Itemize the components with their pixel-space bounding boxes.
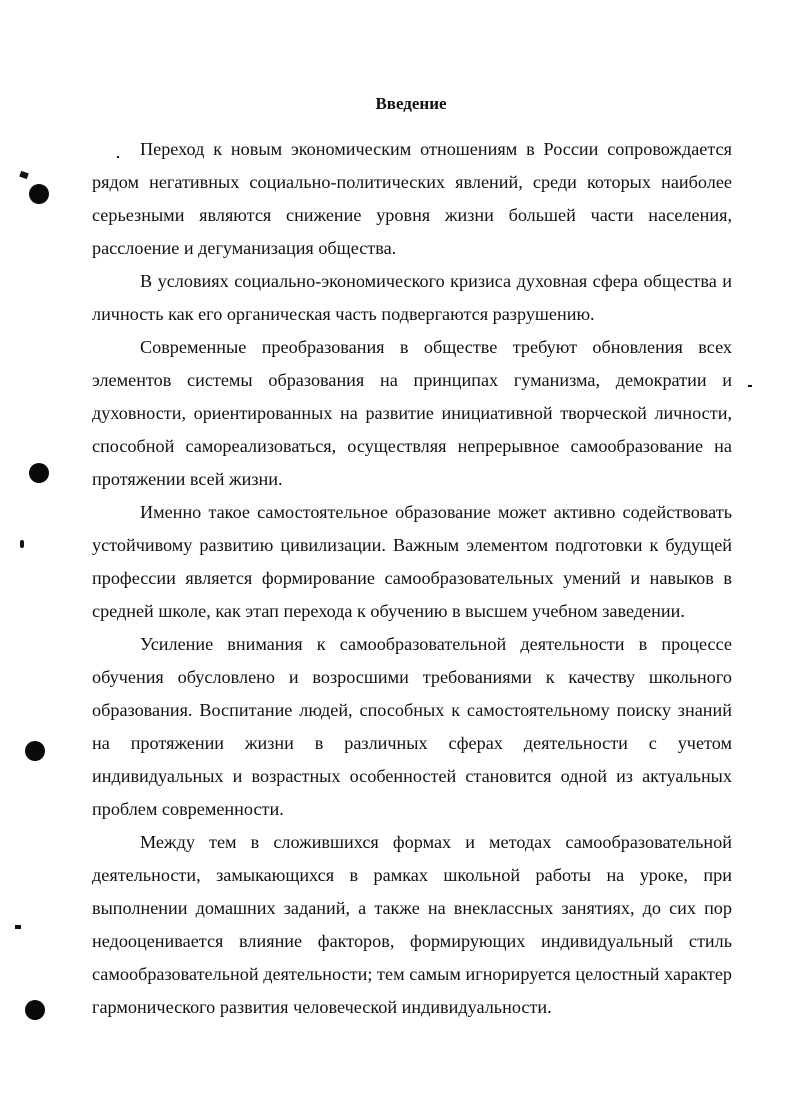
scan-speck [19, 171, 29, 179]
paragraph-6: Между тем в сложившихся формах и методах самообразовательной деятельности, замыкающихся в рамках школьной работы на уроке, при выполнении домашних заданий, а также на внеклассных занятиях, до сих пор недооценивается влияние факторов, формирующих индивидуальный стиль самообразовательной деятельности; тем самым игнорируется целостный характер гармонического развития человеческой индивидуальности. [92, 832, 732, 1017]
scan-speck [748, 385, 752, 387]
binder-hole-3 [25, 741, 45, 761]
paragraph-3: Современные преобразования в обществе требуют обновления всех элементов системы образования на принципах гуманизма, демократии и духовности, ориентированных на развитие инициативной творческой личности, способной самореализоваться, осуществляя непрерывное самообразование на протяжении всей жизни. [92, 337, 732, 489]
section-title: Введение [375, 94, 447, 113]
paragraph-2: В условиях социально-экономического кризиса духовная сфера общества и личность как его органическая часть подвергаются разрушению. [92, 271, 732, 324]
scan-speck [20, 540, 24, 548]
binder-hole-4 [25, 1000, 45, 1020]
body-text [92, 133, 732, 1024]
paragraph-4: Именно такое самостоятельное образование может активно содействовать устойчивому развитию цивилизации. Важным элементом подготовки к будущей профессии является формирование самообразовательных умений и навыков в средней школе, как этап перехода к обучению в высшем учебном заведении. [92, 502, 732, 621]
paragraph-5: Усиление внимания к самообразовательной деятельности в процессе обучения обусловлено и возросшими требованиями к качеству школьного образования. Воспитание людей, способных к самостоятельному поиску знаний на протяжении жизни в различных сферах деятельности с учетом индивидуальных и возрастных особенностей становится одной из актуальных проблем современности. [92, 634, 732, 819]
scan-speck [15, 925, 21, 929]
binder-hole-2 [29, 463, 49, 483]
binder-hole-1 [29, 184, 49, 204]
paragraph-1: Переход к новым экономическим отношениям в России сопровождается рядом негативных социально-политических явлений, среди которых наиболее серьезными являются снижение уровня жизни большей части населения, расслоение и дегуманизация общества. [92, 139, 732, 258]
